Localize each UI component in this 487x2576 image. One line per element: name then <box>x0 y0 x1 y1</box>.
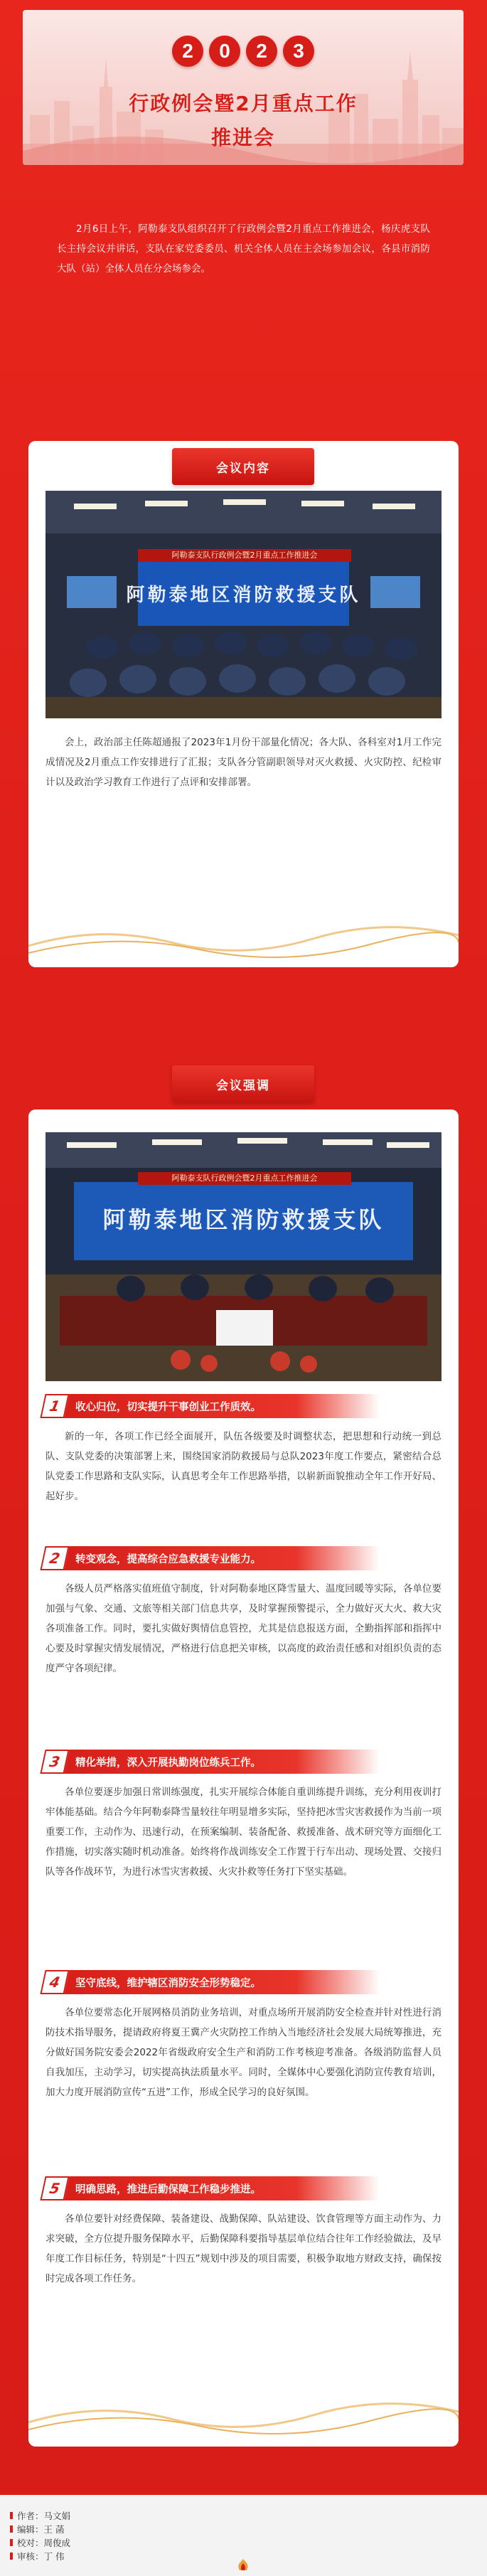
year-digit: 3 <box>283 36 314 67</box>
key-point-3-heading <box>46 1750 380 1774</box>
key-point-number: 1 <box>40 1394 69 1418</box>
key-point-title: 明确思路，推进后勤保障工作稳步推进。 <box>75 2183 261 2196</box>
meeting-content-card <box>28 441 459 967</box>
meeting-emphasis-card <box>28 1109 459 2447</box>
section-title-meeting-content <box>172 448 314 485</box>
key-point-1-heading <box>46 1394 380 1418</box>
key-point-3-text: 各单位要逐步加强日常训练强度，扎实开展综合体能自重训练提升训练，充分利用夜训打牢体能基础。结合今年阿勒泰降雪量较往年明显增多实际，坚持把冰雪灾害救援作为当前一项重要工作，主动作为、迅速行动，在预案编制、装备配备、救援准备、战术研究等方面细化工作措施，切实落实随时机动准备。始终将作战训练安全工作置于行车出动、现场处置、交接归队等各作战环节，为进行冰雪灾害救援、火灾扑救等任务打下坚实基础。 <box>46 1787 441 1878</box>
meeting-wall-text: 阿勒泰地区消防救援支队 <box>126 585 361 606</box>
key-point-2-text: 各级人员严格落实值班值守制度，针对阿勒泰地区降雪量大、温度回暖等实际，各单位要加强与气象、交通、文旅等相关部门信息共享，及时掌握预警提示，全力做好灭大火、救大灾各项准备工作。同时，要扎实做好舆情信息管控，尤其是信息报送方面，全勤指挥部和指挥中心要及时掌握灾情发展情况，严格进行信息把关审核，以高度的政治责任感和对组织负责的态度严守各项纪律。 <box>46 1583 441 1674</box>
meeting-content-text: 会上，政治部主任陈超通报了2023年1月份干部量化情况；各大队、各科室对1月工作完成情况及2月重点工作安排进行了汇报；支队各分管副职领导对灭火救援、火灾防控、纪检审计以及政治学习教育工作进行了点评和安排部署。 <box>46 737 441 788</box>
key-point-4-text: 各单位要常态化开展网格员消防业务培训，对重点场所开展消防安全检查并针对性进行消防技术指导服务，提请政府将夏王冀产火灾防控工作纳入当地经济社会发展大局统筹推进，充分做好国务院安委会2022年省级政府安全生产和消防工作考核迎考准备。各级消防监督人员自我加压，主动学习，切实提高执法质量水平。同时，全媒体中心要强化消防宣传教育培训，加大力度开展消防宣传“五进”工作，形成全民学习的良好氛围。 <box>46 2007 441 2098</box>
hero-title-line1: 行政例会暨2月重点工作 <box>129 92 358 115</box>
credit-author: 作者： 马文娟 <box>10 2509 70 2523</box>
key-point-title: 精化举措，深入开展执勤岗位练兵工作。 <box>75 1757 261 1769</box>
year-digit: 2 <box>172 36 203 67</box>
credit-proofreader: 校对： 周俊成 <box>10 2536 70 2550</box>
key-point-1-text: 新的一年，各项工作已经全面展开，队伍各级要及时调整状态，把思想和行动统一到总队、支队党委的决策部署上来，围绕国家消防救援局与总队2023年度工作要点，紧密结合总队党委工作思路和支队实际，认真思考全年工作思路举措，以崭新面貌推动全年工作开好局、起好步。 <box>46 1431 441 1502</box>
decorative-wave <box>28 917 459 960</box>
key-point-title: 收心归位，切实提升干事创业工作质效。 <box>75 1401 261 1413</box>
key-point-number: 2 <box>40 1546 69 1570</box>
year-digit: 0 <box>209 36 240 67</box>
year-badges <box>23 36 464 67</box>
year-digit: 2 <box>246 36 277 67</box>
hero-header <box>23 10 464 165</box>
section-title-text: 会议内容 <box>216 461 270 476</box>
key-point-2-heading <box>46 1546 380 1570</box>
meeting-photo[interactable] <box>46 491 441 718</box>
meeting-photo[interactable] <box>46 1132 441 1381</box>
meeting-banner-text: 阿勒泰支队行政例会暨2月重点工作推进会 <box>138 1172 351 1185</box>
section-title-meeting-emphasis <box>172 1065 314 1102</box>
key-point-5-heading <box>46 2176 380 2200</box>
podium-illustration <box>46 1132 441 1381</box>
hero-title-line2: 推进会 <box>210 126 275 149</box>
credit-editor: 编辑： 王 菡 <box>10 2523 70 2536</box>
key-point-number: 4 <box>40 1970 69 1994</box>
key-point-5-text: 各单位要针对经费保障、装备建设、战勤保障、队站建设、饮食管理等方面主动作为、力求突破，全方位提升服务保障水平，后勤保障科要指导基层单位结合往年工作经验做法，及早年度工作目标任务，特别是“十四五”规划中涉及的项目需要，积极争取地方财政支持，确保按时完成各项工作任务。 <box>46 2213 441 2284</box>
credit-reviewer: 审核： 丁 伟 <box>10 2550 70 2563</box>
footer-flame-icon <box>231 2558 255 2572</box>
key-point-number: 3 <box>40 1750 69 1774</box>
decorative-wave <box>28 2394 459 2437</box>
key-point-4-heading <box>46 1970 380 1994</box>
article-credits <box>10 2509 70 2563</box>
section-title-text: 会议强调 <box>216 1078 270 1093</box>
intro-paragraph: 2月6日上午，阿勒泰支队组织召开了行政例会暨2月重点工作推进会，杨庆虎支队长主持会议并讲话，支队在家党委委员、机关全体人员在主会场参加会议，各县市消防大队（站）全体人员在分会场参会。 <box>57 223 430 275</box>
meeting-banner-text: 阿勒泰支队行政例会暨2月重点工作推进会 <box>138 549 351 562</box>
key-point-number: 5 <box>40 2176 69 2200</box>
key-point-title: 转变观念，提高综合应急救援专业能力。 <box>75 1553 261 1565</box>
meeting-wall-text: 阿勒泰地区消防救援支队 <box>102 1206 385 1233</box>
key-point-title: 坚守底线，维护辖区消防安全形势稳定。 <box>75 1977 261 1989</box>
